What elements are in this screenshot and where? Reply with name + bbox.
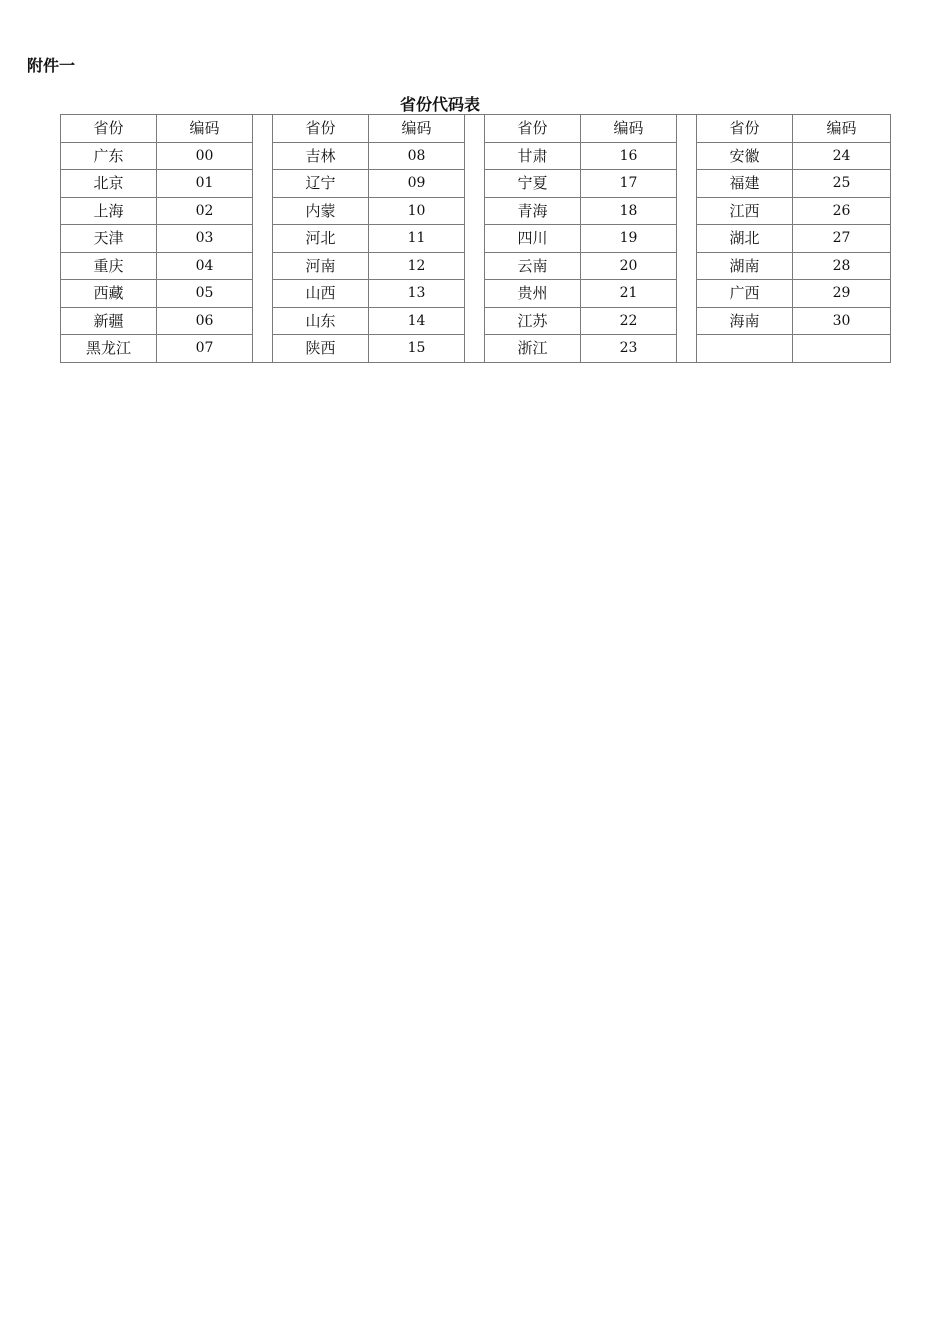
group-separator [677,115,697,363]
group-separator [253,115,273,363]
header-province: 省份 [485,115,581,143]
province-name-cell: 四川 [485,225,581,253]
province-name-cell: 江西 [697,197,793,225]
province-code-cell: 07 [157,335,253,363]
province-code-cell: 04 [157,252,253,280]
province-name-cell: 重庆 [61,252,157,280]
province-code-cell: 16 [581,142,677,170]
province-code-cell: 25 [793,170,891,198]
province-name-cell: 贵州 [485,280,581,308]
province-code-cell: 00 [157,142,253,170]
province-code-cell: 09 [369,170,465,198]
province-code-cell: 13 [369,280,465,308]
province-code-cell: 30 [793,307,891,335]
province-name-cell: 河南 [273,252,369,280]
province-name-cell: 西藏 [61,280,157,308]
province-name-cell: 山东 [273,307,369,335]
province-name-cell: 广西 [697,280,793,308]
header-code: 编码 [157,115,253,143]
province-name-cell: 天津 [61,225,157,253]
province-name-cell: 安徽 [697,142,793,170]
province-code-cell [793,335,891,363]
province-code-cell: 17 [581,170,677,198]
province-name-cell: 云南 [485,252,581,280]
province-code-cell: 02 [157,197,253,225]
province-code-table [60,114,891,363]
province-name-cell: 北京 [61,170,157,198]
province-code-cell: 24 [793,142,891,170]
province-code-cell: 12 [369,252,465,280]
province-name-cell: 河北 [273,225,369,253]
province-code-cell: 11 [369,225,465,253]
header-code: 编码 [581,115,677,143]
province-code-cell: 15 [369,335,465,363]
header-code: 编码 [369,115,465,143]
province-code-cell: 19 [581,225,677,253]
header-province: 省份 [273,115,369,143]
header-province: 省份 [61,115,157,143]
province-name-cell: 广东 [61,142,157,170]
province-name-cell: 青海 [485,197,581,225]
province-name-cell: 宁夏 [485,170,581,198]
province-code-cell: 14 [369,307,465,335]
province-code-cell: 27 [793,225,891,253]
province-name-cell: 陕西 [273,335,369,363]
province-name-cell: 吉林 [273,142,369,170]
province-name-cell: 内蒙 [273,197,369,225]
province-code-cell: 26 [793,197,891,225]
province-name-cell: 山西 [273,280,369,308]
group-separator [465,115,485,363]
province-name-cell: 江苏 [485,307,581,335]
province-name-cell: 湖南 [697,252,793,280]
province-code-cell: 23 [581,335,677,363]
header-code: 编码 [793,115,891,143]
province-code-cell: 22 [581,307,677,335]
province-code-cell: 21 [581,280,677,308]
province-name-cell: 新疆 [61,307,157,335]
province-name-cell: 海南 [697,307,793,335]
province-code-cell: 10 [369,197,465,225]
province-name-cell: 黑龙江 [61,335,157,363]
header-province: 省份 [697,115,793,143]
province-code-cell: 18 [581,197,677,225]
province-code-cell: 06 [157,307,253,335]
table-title: 省份代码表 [399,95,480,114]
province-name-cell: 浙江 [485,335,581,363]
province-name-cell: 上海 [61,197,157,225]
attachment-label: 附件一 [27,56,76,75]
province-code-cell: 20 [581,252,677,280]
table-body [61,115,891,363]
province-name-cell: 甘肃 [485,142,581,170]
province-name-cell: 辽宁 [273,170,369,198]
province-code-cell: 05 [157,280,253,308]
province-code-cell: 01 [157,170,253,198]
province-code-cell: 08 [369,142,465,170]
province-name-cell: 湖北 [697,225,793,253]
province-name-cell [697,335,793,363]
province-code-cell: 03 [157,225,253,253]
province-name-cell: 福建 [697,170,793,198]
province-code-cell: 29 [793,280,891,308]
header-row [61,115,891,143]
province-code-cell: 28 [793,252,891,280]
